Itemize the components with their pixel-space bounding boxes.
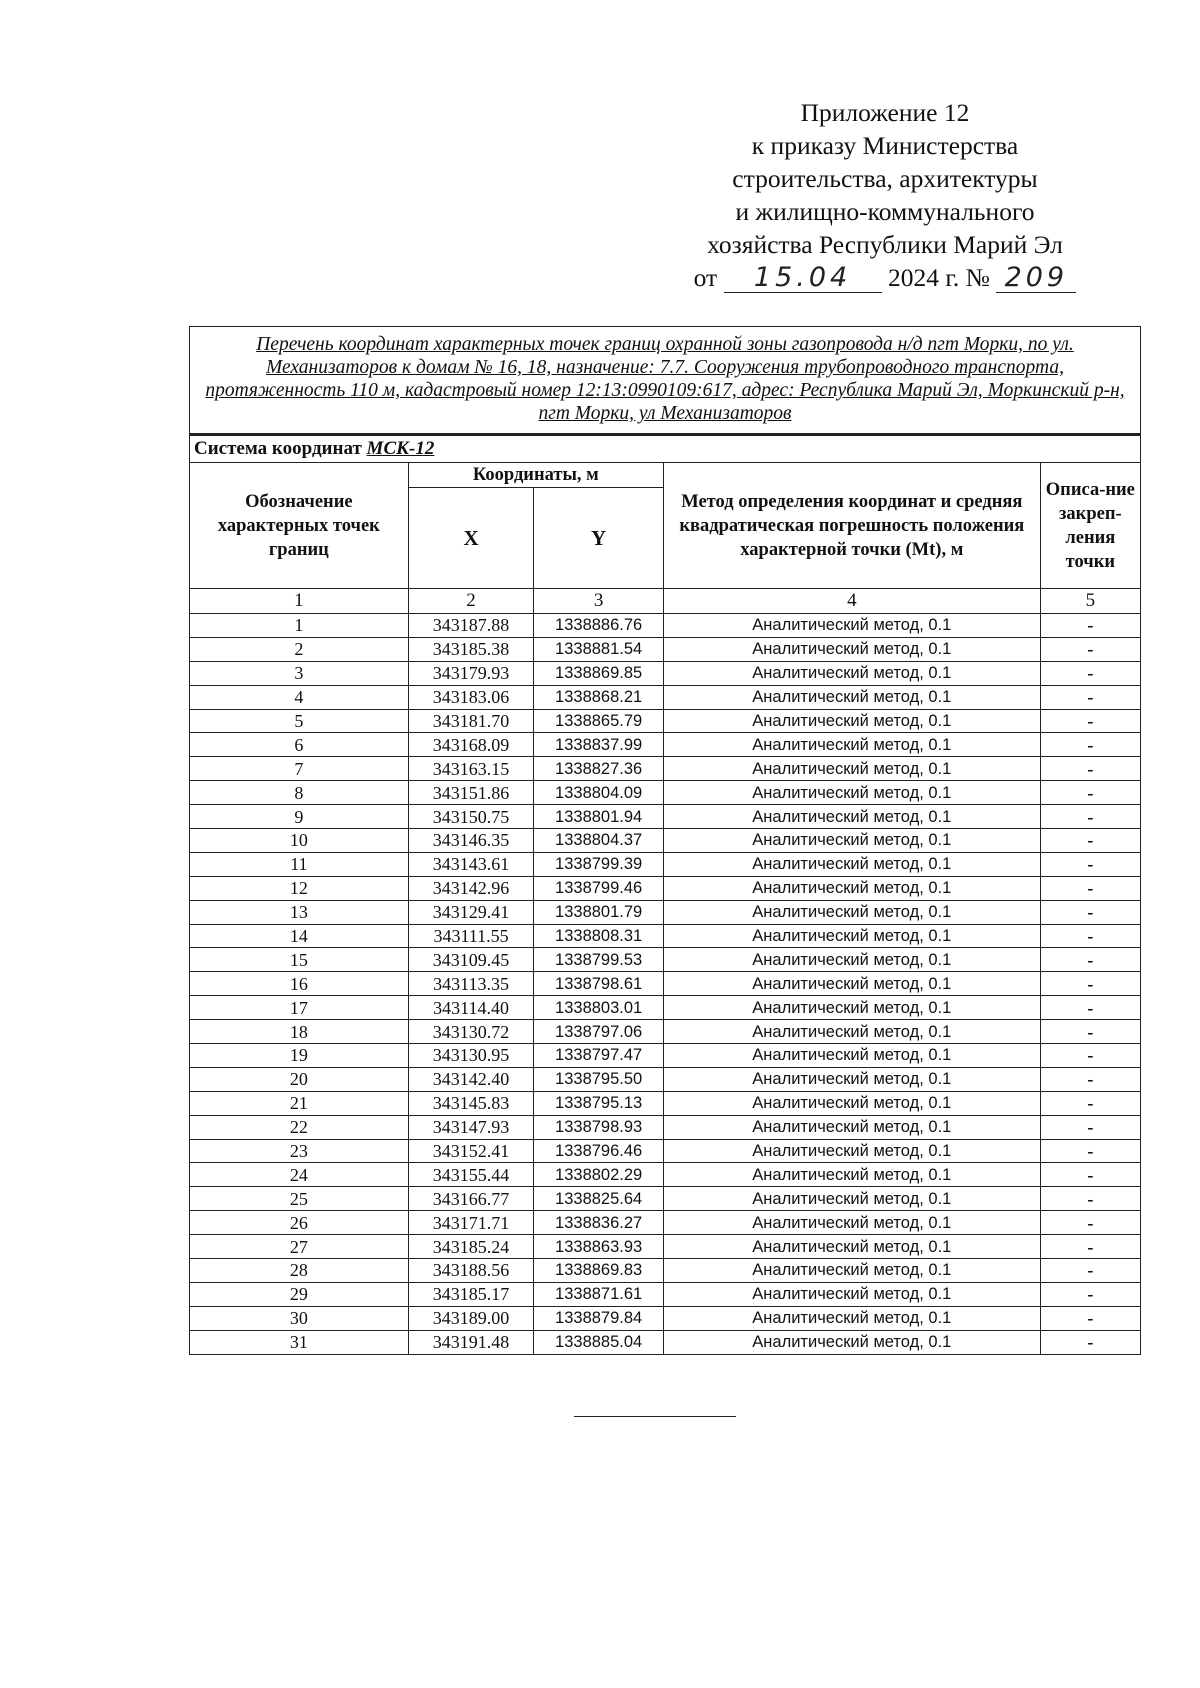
- table-row: [190, 900, 1141, 924]
- table-row: [190, 972, 1141, 996]
- description-cell: -: [1040, 900, 1140, 924]
- column-number: 3: [534, 589, 664, 614]
- method-cell: Аналитический метод, 0.1: [663, 948, 1040, 972]
- x-coordinate-cell: 343142.96: [408, 876, 534, 900]
- x-coordinate-cell: 343130.95: [408, 1044, 534, 1068]
- y-coordinate-cell: 1338795.13: [534, 1091, 664, 1115]
- x-coordinate-cell: 343185.38: [408, 637, 534, 661]
- ministry-line-1: строительства, архитектуры: [732, 164, 1038, 193]
- table-row: [190, 1259, 1141, 1283]
- description-cell: -: [1040, 852, 1140, 876]
- x-coordinate-cell: 343129.41: [408, 900, 534, 924]
- point-number-cell: 28: [190, 1259, 409, 1283]
- table-row: [190, 805, 1141, 829]
- x-coordinate-cell: 343188.56: [408, 1259, 534, 1283]
- description-cell: -: [1040, 1139, 1140, 1163]
- x-coordinate-cell: 343185.24: [408, 1235, 534, 1259]
- method-cell: Аналитический метод, 0.1: [663, 733, 1040, 757]
- header-designation: Обозначение характерных точек границ: [190, 463, 409, 589]
- point-number-cell: 12: [190, 876, 409, 900]
- order-reference-line: к приказу Министерства: [751, 131, 1019, 160]
- year-text: 2024 г. №: [887, 263, 990, 292]
- table-row: [190, 685, 1141, 709]
- table-row: [190, 1091, 1141, 1115]
- method-cell: Аналитический метод, 0.1: [663, 1163, 1040, 1187]
- coordinates-table: [189, 326, 1141, 1355]
- method-cell: Аналитический метод, 0.1: [663, 924, 1040, 948]
- description-cell: -: [1040, 1330, 1140, 1354]
- y-coordinate-cell: 1338881.54: [534, 637, 664, 661]
- description-cell: -: [1040, 1067, 1140, 1091]
- y-coordinate-cell: 1338802.29: [534, 1163, 664, 1187]
- y-coordinate-cell: 1338799.53: [534, 948, 664, 972]
- table-row: [190, 661, 1141, 685]
- method-cell: Аналитический метод, 0.1: [663, 614, 1040, 638]
- method-cell: Аналитический метод, 0.1: [663, 1259, 1040, 1283]
- x-coordinate-cell: 343183.06: [408, 685, 534, 709]
- description-cell: -: [1040, 1163, 1140, 1187]
- description-cell: -: [1040, 948, 1140, 972]
- table-row: [190, 924, 1141, 948]
- y-coordinate-cell: 1338801.79: [534, 900, 664, 924]
- y-coordinate-cell: 1338804.09: [534, 781, 664, 805]
- point-number-cell: 23: [190, 1139, 409, 1163]
- table-row: [190, 996, 1141, 1020]
- point-number-cell: 8: [190, 781, 409, 805]
- header-coordinates: Координаты, м: [408, 463, 663, 488]
- description-cell: -: [1040, 709, 1140, 733]
- x-coordinate-cell: 343168.09: [408, 733, 534, 757]
- appendix-title: Приложение 12: [800, 98, 970, 127]
- point-number-cell: 30: [190, 1306, 409, 1330]
- description-cell: -: [1040, 829, 1140, 853]
- point-number-cell: 16: [190, 972, 409, 996]
- x-coordinate-cell: 343166.77: [408, 1187, 534, 1211]
- table-row: [190, 757, 1141, 781]
- y-coordinate-cell: 1338808.31: [534, 924, 664, 948]
- order-date-line: [660, 261, 1110, 294]
- x-coordinate-cell: 343145.83: [408, 1091, 534, 1115]
- y-coordinate-cell: 1338869.85: [534, 661, 664, 685]
- table-row: [190, 1067, 1141, 1091]
- description-cell: -: [1040, 781, 1140, 805]
- description-cell: -: [1040, 1306, 1140, 1330]
- header-x: X: [408, 488, 534, 589]
- y-coordinate-cell: 1338803.01: [534, 996, 664, 1020]
- method-cell: Аналитический метод, 0.1: [663, 1330, 1040, 1354]
- description-cell: -: [1040, 1115, 1140, 1139]
- table-row: [190, 1211, 1141, 1235]
- method-cell: Аналитический метод, 0.1: [663, 709, 1040, 733]
- header-y: Y: [534, 488, 664, 589]
- table-row: [190, 1115, 1141, 1139]
- system-row: [190, 435, 1141, 463]
- point-number-cell: 4: [190, 685, 409, 709]
- point-number-cell: 29: [190, 1282, 409, 1306]
- description-cell: -: [1040, 757, 1140, 781]
- method-cell: Аналитический метод, 0.1: [663, 1044, 1040, 1068]
- y-coordinate-cell: 1338868.21: [534, 685, 664, 709]
- method-cell: Аналитический метод, 0.1: [663, 685, 1040, 709]
- point-number-cell: 18: [190, 1020, 409, 1044]
- point-number-cell: 7: [190, 757, 409, 781]
- point-number-cell: 17: [190, 996, 409, 1020]
- y-coordinate-cell: 1338863.93: [534, 1235, 664, 1259]
- method-cell: Аналитический метод, 0.1: [663, 972, 1040, 996]
- method-cell: Аналитический метод, 0.1: [663, 1020, 1040, 1044]
- appendix-header: [660, 96, 1110, 294]
- description-cell: -: [1040, 805, 1140, 829]
- description-cell: -: [1040, 1282, 1140, 1306]
- y-coordinate-cell: 1338879.84: [534, 1306, 664, 1330]
- coordinate-system: [190, 435, 1141, 463]
- x-coordinate-cell: 343191.48: [408, 1330, 534, 1354]
- x-coordinate-cell: 343130.72: [408, 1020, 534, 1044]
- y-coordinate-cell: 1338886.76: [534, 614, 664, 638]
- y-coordinate-cell: 1338804.37: [534, 829, 664, 853]
- coordinate-system-value: МСК-12: [366, 438, 435, 459]
- table-row: [190, 948, 1141, 972]
- point-number-cell: 25: [190, 1187, 409, 1211]
- point-number-cell: 1: [190, 614, 409, 638]
- handwritten-order-number: 209: [996, 264, 1076, 293]
- x-coordinate-cell: 343143.61: [408, 852, 534, 876]
- x-coordinate-cell: 343142.40: [408, 1067, 534, 1091]
- table-row: [190, 614, 1141, 638]
- y-coordinate-cell: 1338836.27: [534, 1211, 664, 1235]
- table-title: Перечень координат характерных точек границ охранной зоны газопровода н/д пгт Морки, по ул. Механизаторов к домам № 16, 18, назначение: 7.7. Сооружения трубопроводного транспорта, протяженность 110 м, кадастровый номер 12:13:0990109:617, адрес: Республика Марий Эл, Моркинский р-н, пгт Морки, ул Механизаторов: [190, 327, 1141, 435]
- method-cell: Аналитический метод, 0.1: [663, 757, 1040, 781]
- description-cell: -: [1040, 1259, 1140, 1283]
- table-row: [190, 1330, 1141, 1354]
- table-row: [190, 876, 1141, 900]
- method-cell: Аналитический метод, 0.1: [663, 805, 1040, 829]
- point-number-cell: 21: [190, 1091, 409, 1115]
- method-cell: Аналитический метод, 0.1: [663, 637, 1040, 661]
- x-coordinate-cell: 343187.88: [408, 614, 534, 638]
- x-coordinate-cell: 343171.71: [408, 1211, 534, 1235]
- description-cell: -: [1040, 876, 1140, 900]
- method-cell: Аналитический метод, 0.1: [663, 996, 1040, 1020]
- header-description: Описа-ние закреп-ления точки: [1040, 463, 1140, 589]
- x-coordinate-cell: 343189.00: [408, 1306, 534, 1330]
- x-coordinate-cell: 343155.44: [408, 1163, 534, 1187]
- description-cell: -: [1040, 1235, 1140, 1259]
- point-number-cell: 24: [190, 1163, 409, 1187]
- description-cell: -: [1040, 1091, 1140, 1115]
- description-cell: -: [1040, 637, 1140, 661]
- point-number-cell: 6: [190, 733, 409, 757]
- date-prefix: от: [693, 263, 718, 292]
- column-number: 5: [1040, 589, 1140, 614]
- x-coordinate-cell: 343114.40: [408, 996, 534, 1020]
- y-coordinate-cell: 1338798.93: [534, 1115, 664, 1139]
- table-row: [190, 1187, 1141, 1211]
- table-row: [190, 733, 1141, 757]
- description-cell: -: [1040, 996, 1140, 1020]
- coordinate-system-label: Система координат: [194, 438, 362, 459]
- method-cell: Аналитический метод, 0.1: [663, 1067, 1040, 1091]
- table-row: [190, 1044, 1141, 1068]
- y-coordinate-cell: 1338827.36: [534, 757, 664, 781]
- method-cell: Аналитический метод, 0.1: [663, 1139, 1040, 1163]
- column-number: 1: [190, 589, 409, 614]
- y-coordinate-cell: 1338799.46: [534, 876, 664, 900]
- y-coordinate-cell: 1338797.06: [534, 1020, 664, 1044]
- description-cell: -: [1040, 685, 1140, 709]
- point-number-cell: 5: [190, 709, 409, 733]
- x-coordinate-cell: 343181.70: [408, 709, 534, 733]
- table-row: [190, 1282, 1141, 1306]
- method-cell: Аналитический метод, 0.1: [663, 781, 1040, 805]
- header-row-1: [190, 463, 1141, 488]
- y-coordinate-cell: 1338796.46: [534, 1139, 664, 1163]
- column-number-row: [190, 589, 1141, 614]
- table-row: [190, 709, 1141, 733]
- x-coordinate-cell: 343152.41: [408, 1139, 534, 1163]
- x-coordinate-cell: 343113.35: [408, 972, 534, 996]
- table-row: [190, 852, 1141, 876]
- ministry-line-3: хозяйства Республики Марий Эл: [707, 230, 1063, 259]
- method-cell: Аналитический метод, 0.1: [663, 1091, 1040, 1115]
- point-number-cell: 14: [190, 924, 409, 948]
- point-number-cell: 11: [190, 852, 409, 876]
- y-coordinate-cell: 1338865.79: [534, 709, 664, 733]
- table-row: [190, 1163, 1141, 1187]
- point-number-cell: 15: [190, 948, 409, 972]
- footer-divider: [574, 1416, 736, 1417]
- y-coordinate-cell: 1338798.61: [534, 972, 664, 996]
- description-cell: -: [1040, 972, 1140, 996]
- method-cell: Аналитический метод, 0.1: [663, 661, 1040, 685]
- description-cell: -: [1040, 1187, 1140, 1211]
- point-number-cell: 10: [190, 829, 409, 853]
- x-coordinate-cell: 343163.15: [408, 757, 534, 781]
- method-cell: Аналитический метод, 0.1: [663, 1282, 1040, 1306]
- description-cell: -: [1040, 661, 1140, 685]
- method-cell: Аналитический метод, 0.1: [663, 829, 1040, 853]
- table-row: [190, 1235, 1141, 1259]
- point-number-cell: 2: [190, 637, 409, 661]
- y-coordinate-cell: 1338837.99: [534, 733, 664, 757]
- method-cell: Аналитический метод, 0.1: [663, 1306, 1040, 1330]
- x-coordinate-cell: 343147.93: [408, 1115, 534, 1139]
- x-coordinate-cell: 343179.93: [408, 661, 534, 685]
- title-row: [190, 327, 1141, 435]
- point-number-cell: 20: [190, 1067, 409, 1091]
- method-cell: Аналитический метод, 0.1: [663, 900, 1040, 924]
- description-cell: -: [1040, 1211, 1140, 1235]
- y-coordinate-cell: 1338825.64: [534, 1187, 664, 1211]
- column-number: 4: [663, 589, 1040, 614]
- ministry-line-2: и жилищно-коммунального: [735, 197, 1035, 226]
- description-cell: -: [1040, 733, 1140, 757]
- y-coordinate-cell: 1338801.94: [534, 805, 664, 829]
- description-cell: -: [1040, 1044, 1140, 1068]
- method-cell: Аналитический метод, 0.1: [663, 876, 1040, 900]
- y-coordinate-cell: 1338797.47: [534, 1044, 664, 1068]
- x-coordinate-cell: 343146.35: [408, 829, 534, 853]
- table-row: [190, 1306, 1141, 1330]
- table-row: [190, 829, 1141, 853]
- y-coordinate-cell: 1338885.04: [534, 1330, 664, 1354]
- point-number-cell: 31: [190, 1330, 409, 1354]
- table-row: [190, 637, 1141, 661]
- x-coordinate-cell: 343151.86: [408, 781, 534, 805]
- point-number-cell: 13: [190, 900, 409, 924]
- table-row: [190, 781, 1141, 805]
- description-cell: -: [1040, 614, 1140, 638]
- description-cell: -: [1040, 924, 1140, 948]
- description-cell: -: [1040, 1020, 1140, 1044]
- column-number: 2: [408, 589, 534, 614]
- header-method: Метод определения координат и средняя квадратическая погрешность положения характерной точки (Mt), м: [663, 463, 1040, 589]
- point-number-cell: 19: [190, 1044, 409, 1068]
- x-coordinate-cell: 343109.45: [408, 948, 534, 972]
- y-coordinate-cell: 1338795.50: [534, 1067, 664, 1091]
- handwritten-date: 15.04: [724, 264, 882, 293]
- x-coordinate-cell: 343185.17: [408, 1282, 534, 1306]
- y-coordinate-cell: 1338869.83: [534, 1259, 664, 1283]
- method-cell: Аналитический метод, 0.1: [663, 852, 1040, 876]
- point-number-cell: 27: [190, 1235, 409, 1259]
- x-coordinate-cell: 343150.75: [408, 805, 534, 829]
- table-row: [190, 1139, 1141, 1163]
- method-cell: Аналитический метод, 0.1: [663, 1235, 1040, 1259]
- point-number-cell: 22: [190, 1115, 409, 1139]
- point-number-cell: 3: [190, 661, 409, 685]
- y-coordinate-cell: 1338871.61: [534, 1282, 664, 1306]
- method-cell: Аналитический метод, 0.1: [663, 1187, 1040, 1211]
- x-coordinate-cell: 343111.55: [408, 924, 534, 948]
- method-cell: Аналитический метод, 0.1: [663, 1211, 1040, 1235]
- method-cell: Аналитический метод, 0.1: [663, 1115, 1040, 1139]
- table-row: [190, 1020, 1141, 1044]
- y-coordinate-cell: 1338799.39: [534, 852, 664, 876]
- point-number-cell: 26: [190, 1211, 409, 1235]
- point-number-cell: 9: [190, 805, 409, 829]
